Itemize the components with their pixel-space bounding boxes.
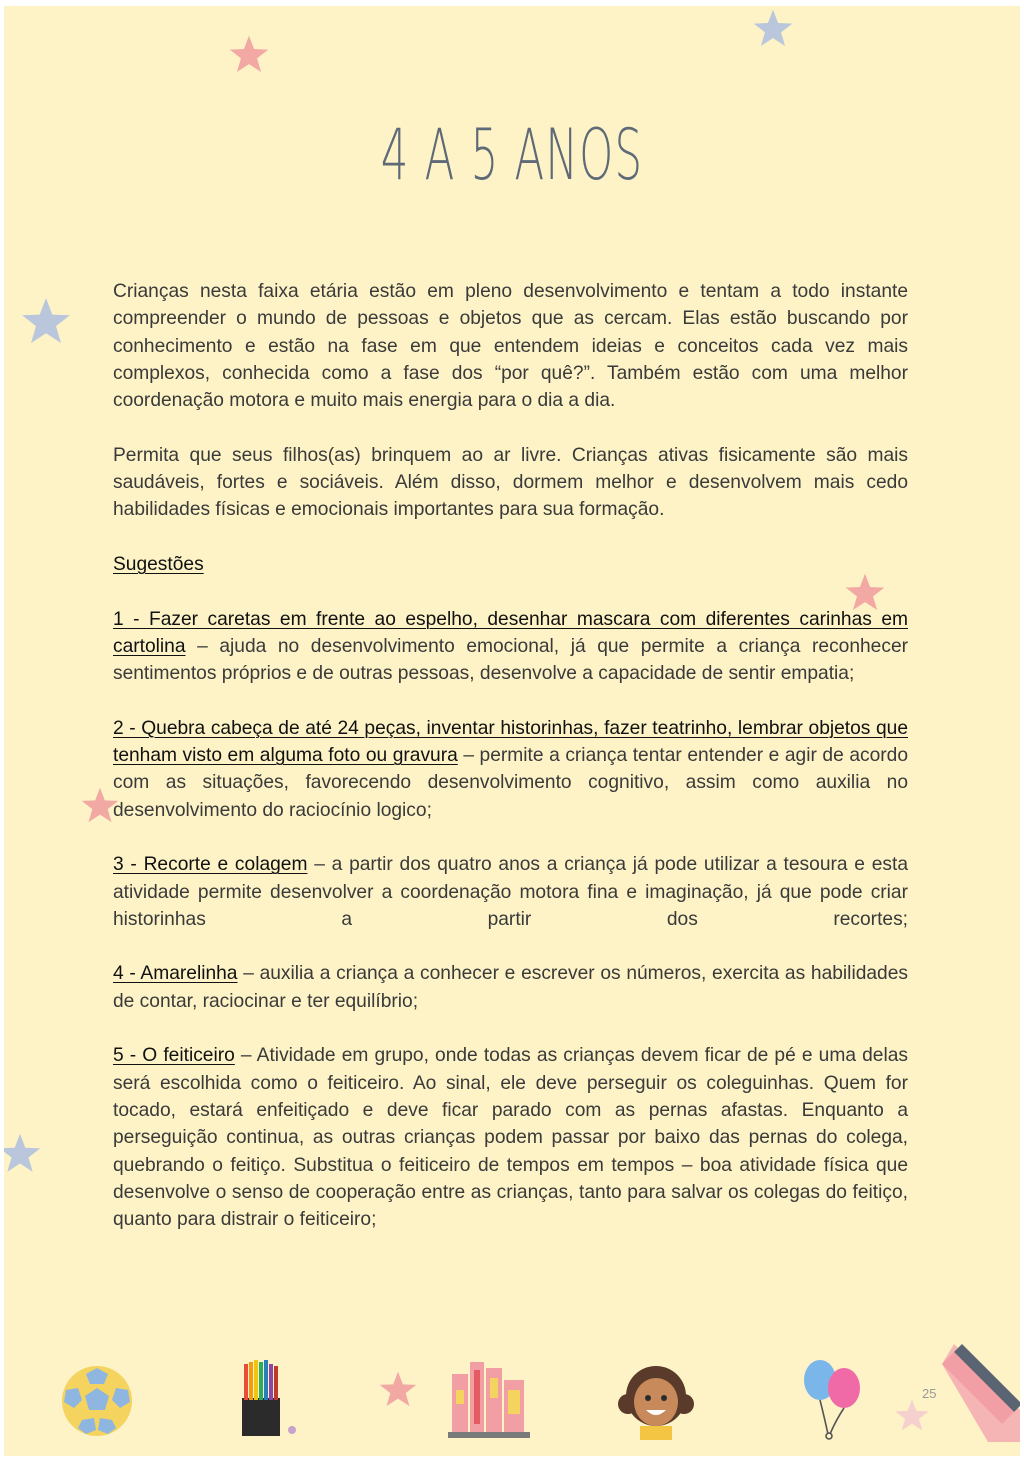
soccer-ball-icon xyxy=(60,1364,134,1438)
suggestion-text: – Atividade em grupo, onde todas as crianças devem ficar de pé e uma delas será escolhida como o feiticeiro. Ao sinal, ele deve perseguir os coleguinhas. Quem for tocado, estará enfeitiçado e deve ficar parado com as pernas afastas. Enquanto a perseguição continua, as outras crianças podem passar por baixo das pernas do colega, quebrando o feitiço. Substitua o feiticeiro de tempos em tempos – boa atividade física que desenvolve o senso de cooperação entre as crianças, tanto para salvar os colegas do feitiço, quanto para distrair o feiticeiro; xyxy=(113,1045,908,1231)
suggestion-text: – auxilia a criança a conhecer e escrever os números, exercita as habilidades de contar, raciocinar e ter equilíbrio; xyxy=(113,963,908,1012)
suggestion-text: – a partir dos quatro anos a criança já pode utilizar a tesoura e esta atividade permite desenvolver a coordenação motora fina e imaginação, já que pode criar historinhas a partir dos recortes; xyxy=(113,854,909,930)
intro-paragraph: Permita que seus filhos(as) brinquem ao ar livre. Crianças ativas fisicamente são mais saudáveis, fortes e sociáveis. Além disso, dormem melhor e desenvolvem mais cedo habilidades físicas e emocionais importantes para sua formação. xyxy=(113,444,908,521)
star-icon xyxy=(894,1398,930,1434)
suggestion-item xyxy=(113,851,908,933)
page-title: 4 A 5 ANOS xyxy=(380,114,644,196)
pencil-icon xyxy=(942,1338,1020,1442)
suggestion-title: 4 - Amarelinha xyxy=(113,963,238,985)
star-icon xyxy=(4,1132,42,1176)
suggestion-title: 1 - Fazer caretas em frente ao espelho, desenhar mascara com diferentes carinhas em cartolina xyxy=(113,608,908,657)
star-icon xyxy=(20,296,72,348)
document-page xyxy=(4,6,1020,1456)
suggestion-item xyxy=(113,606,908,688)
star-icon xyxy=(378,1370,418,1410)
suggestion-title: 2 - Quebra cabeça de até 24 peças, inventar historinhas, fazer teatrinho, lembrar objetos que tenham visto em alguma foto ou gravura xyxy=(113,717,908,767)
suggestion-title: 5 - O feiticeiro xyxy=(113,1045,235,1067)
suggestion-item xyxy=(113,1042,908,1233)
star-icon xyxy=(752,8,794,50)
suggestions-heading-text: Sugestões xyxy=(113,553,204,575)
page-number: 25 xyxy=(922,1386,937,1401)
colored-pencils-icon xyxy=(230,1358,304,1438)
books-icon xyxy=(446,1360,532,1440)
suggestion-item xyxy=(113,715,908,824)
girl-face-icon xyxy=(616,1360,696,1440)
intro-paragraph: Crianças nesta faixa etária estão em pleno desenvolvimento e tentam a todo instante compreender o mundo de pessoas e objetos que as cercam. Elas estão buscando por conhecimento e estão na fase em que entendem ideias e conceitos cada vez mais complexos, conhecida como a fase dos “por quê?”. Também estão com uma melhor coordenação motora e muito mais energia para o dia a dia. xyxy=(113,281,908,412)
suggestion-title: 3 - Recorte e colagem xyxy=(113,854,308,876)
star-icon xyxy=(228,34,270,76)
suggestion-text: – permite a criança tentar entender e agir de acordo com as situações, favorecendo desenvolvimento cognitivo, assim como auxilia no desenvolvimento do raciocínio logico; xyxy=(113,745,908,821)
body-text xyxy=(113,278,908,1261)
suggestion-item xyxy=(113,960,908,1015)
balloons-icon xyxy=(798,1354,868,1444)
suggestions-heading xyxy=(113,551,908,578)
suggestion-text: – ajuda no desenvolvimento emocional, já que permite a criança reconhecer sentimentos próprios e de outras pessoas, desenvolve a capacidade de sentir empatia; xyxy=(113,635,908,685)
